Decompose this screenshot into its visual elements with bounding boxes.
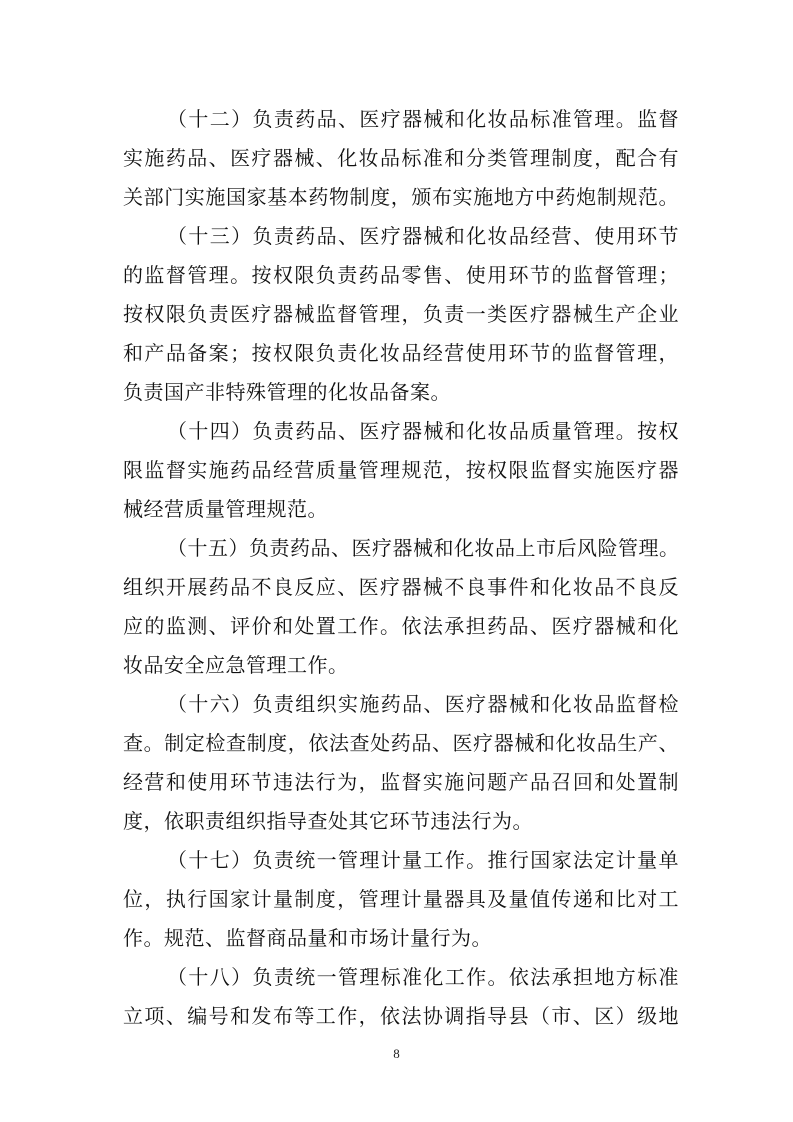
text-line: （十八）负责统一管理标准化工作。依法承担地方标准: [167, 965, 679, 989]
text-line: 妆品安全应急管理工作。: [123, 653, 349, 677]
text-line: 组织开展药品不良反应、医疗器械不良事件和化妆品不良反: [123, 575, 679, 599]
page-number: 8: [393, 1046, 400, 1061]
text-line: 限监督实施药品经营质量管理规范，按权限监督实施医疗器: [123, 458, 679, 482]
text-line: 和产品备案；按权限负责化妆品经营使用环节的监督管理，: [123, 341, 679, 365]
paragraph-18: [123, 958, 679, 1036]
text-line: 经营和使用环节违法行为，监督实施问题产品召回和处置制: [123, 770, 679, 794]
text-line: 立项、编号和发布等工作，依法协调指导县（市、区）级地: [123, 1004, 679, 1028]
text-line: 查。制定检查制度，依法查处药品、医疗器械和化妆品生产、: [123, 731, 679, 755]
text-line: （十四）负责药品、医疗器械和化妆品质量管理。按权: [167, 419, 679, 443]
text-line: （十三）负责药品、医疗器械和化妆品经营、使用环节: [167, 224, 679, 248]
paragraph-15: [123, 529, 679, 685]
text-line: 实施药品、医疗器械、化妆品标准和分类管理制度，配合有: [123, 146, 679, 170]
text-line: 的监督管理。按权限负责药品零售、使用环节的监督管理；: [123, 263, 679, 287]
text-line: 按权限负责医疗器械监督管理，负责一类医疗器械生产企业: [123, 302, 679, 326]
paragraph-14: [123, 412, 679, 529]
text-line: 械经营质量管理规范。: [123, 497, 328, 521]
paragraph-16: [123, 685, 679, 841]
text-line: 度，依职责组织指导查处其它环节违法行为。: [123, 809, 533, 833]
text-line: 应的监测、评价和处置工作。依法承担药品、医疗器械和化: [123, 614, 679, 638]
paragraph-13: [123, 217, 679, 412]
text-line: 关部门实施国家基本药物制度，颁布实施地方中药炮制规范。: [123, 185, 679, 209]
text-line: 负责国产非特殊管理的化妆品备案。: [123, 380, 451, 404]
text-line: 位，执行国家计量制度，管理计量器具及量值传递和比对工: [123, 887, 679, 911]
text-line: （十六）负责组织实施药品、医疗器械和化妆品监督检: [167, 692, 679, 716]
paragraph-12: [123, 100, 679, 217]
document-body: [123, 100, 679, 1036]
text-line: （十五）负责药品、医疗器械和化妆品上市后风险管理。: [167, 536, 680, 560]
text-line: （十二）负责药品、医疗器械和化妆品标准管理。监督: [167, 107, 679, 131]
text-line: （十七）负责统一管理计量工作。推行国家法定计量单: [167, 848, 679, 872]
paragraph-17: [123, 841, 679, 958]
text-line: 作。规范、监督商品量和市场计量行为。: [123, 926, 492, 950]
